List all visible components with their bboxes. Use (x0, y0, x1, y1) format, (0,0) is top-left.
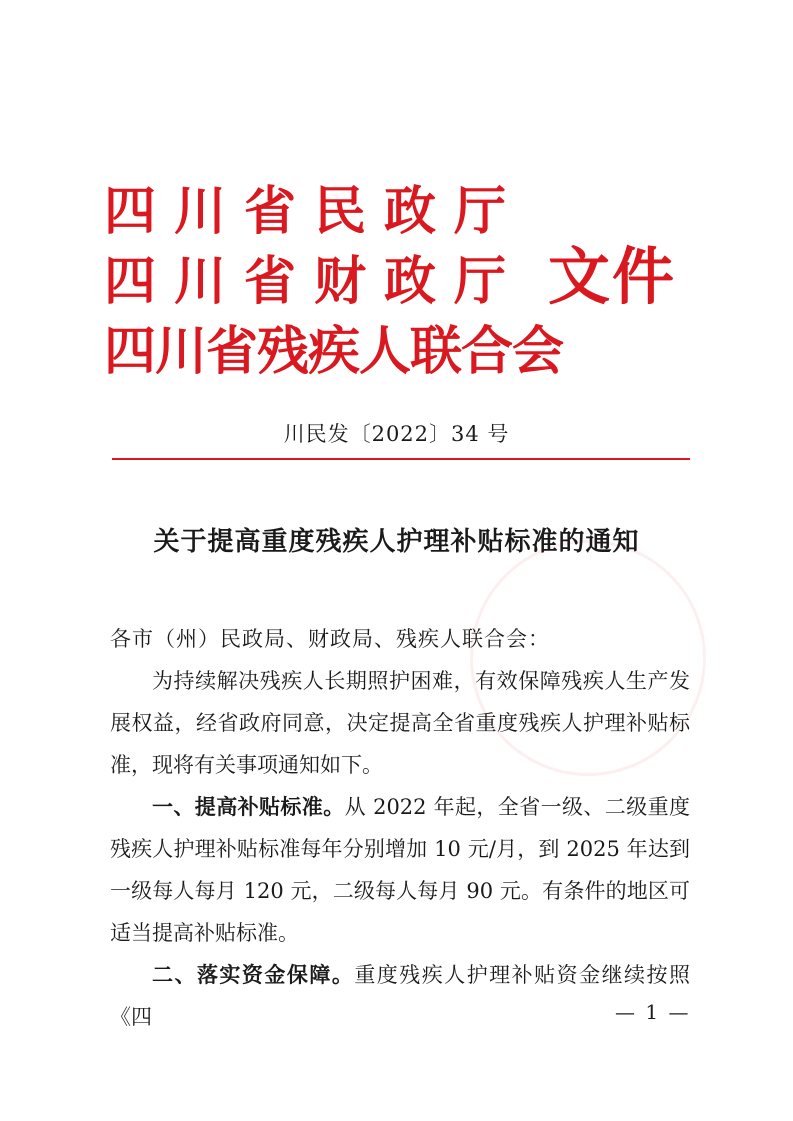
notice-body (110, 618, 690, 1038)
document-number: 川民发〔2022〕34 号 (283, 422, 510, 446)
page-number: — 1 — (615, 1000, 691, 1024)
header-document-suffix: 文件 (548, 240, 677, 313)
salutation: 各市（州）民政局、财政局、残疾人联合会： (110, 627, 550, 651)
section-2-paragraph (110, 954, 690, 1038)
intro-paragraph: 为持续解决残疾人长期照护困难，有效保障残疾人生产发展权益，经省政府同意，决定提高全省重度残疾人护理补贴标准，现将有关事项通知如下。 (110, 669, 690, 777)
header-line-civil-affairs: 四川省民政厅 (104, 182, 525, 242)
section-2-heading: 二、落实资金保障。 (152, 963, 355, 987)
section-1-paragraph (110, 786, 690, 954)
red-divider-line (112, 458, 690, 460)
section-1-heading: 一、提高补贴标准。 (152, 795, 345, 819)
section-2-text: 重度残疾人护理补贴资金继续按照《四 (110, 963, 691, 1029)
header-line-disabled-federation: 四川省残疾人联合会 (104, 322, 564, 382)
header-line-finance: 四川省财政厅 (104, 252, 525, 312)
section-1-text: 从 2022 年起，全省一级、二级重度残疾人护理补贴标准每年分别增加 10 元/月，到 2025 年达到一级每人每月 120 元，二级每人每月 90 元。有条件的地区可适当提高补贴标准。 (110, 795, 691, 945)
notice-title: 关于提高重度残疾人护理补贴标准的通知 (153, 527, 640, 557)
